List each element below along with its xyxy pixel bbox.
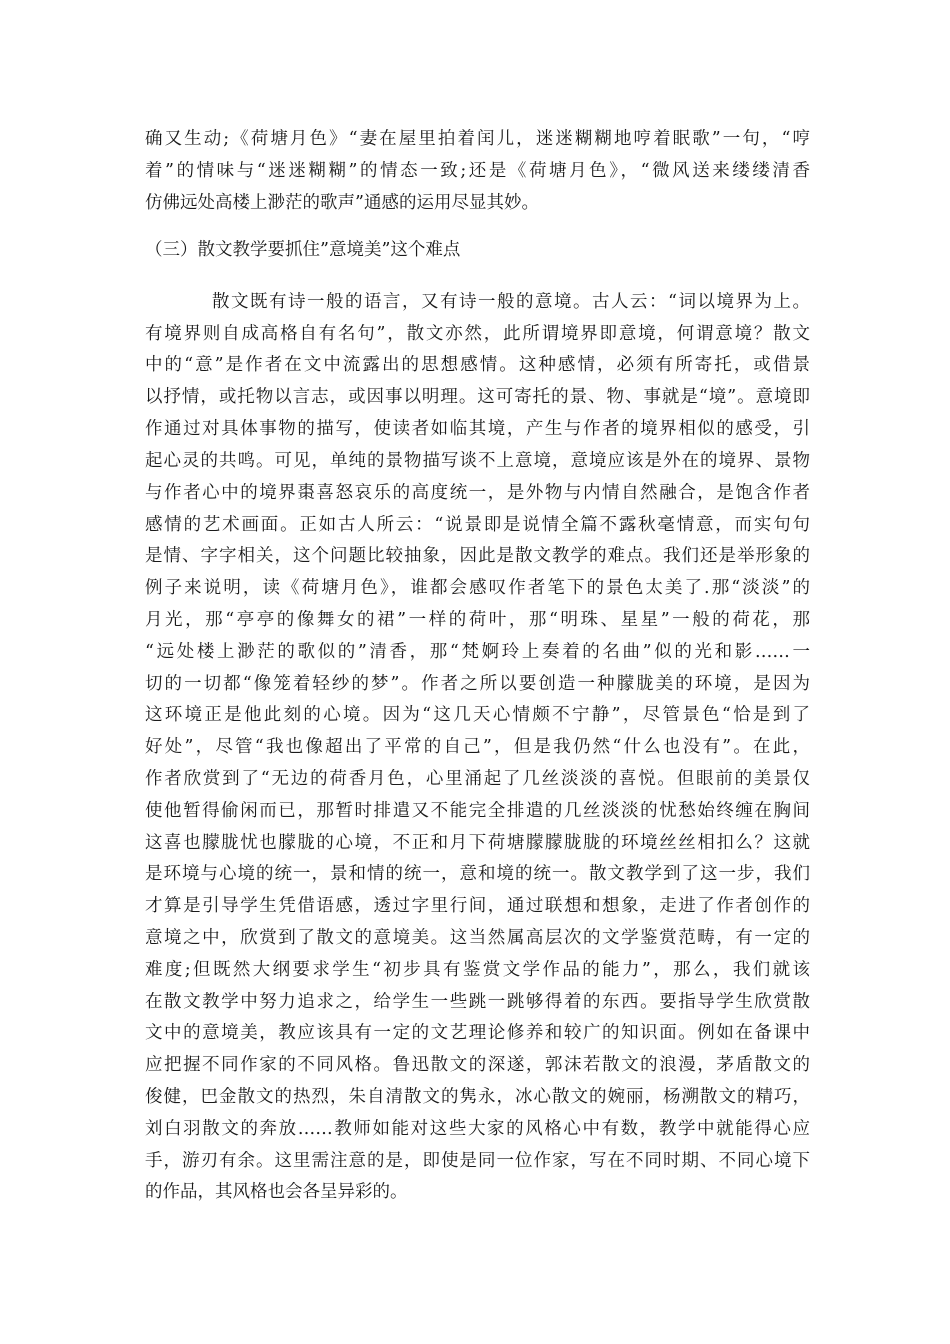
text-line: 好处”，尽管“我也像超出了平常的自己”，但是我仍然“什么也没有”。在此， xyxy=(145,737,810,757)
text-line: 以抒情，或托物以言志，或因事以明理。这可寄托的景、物、事就是“境”。意境即 xyxy=(145,387,810,407)
text-line: 应把握不同作家的不同风格。鲁迅散文的深遂，郭沫若散文的浪漫，茅盾散文的 xyxy=(145,1055,810,1075)
text-line: 刘白羽散文的奔放……教师如能对这些大家的风格心中有数，教学中就能得心应 xyxy=(145,1119,810,1139)
text-line: 是情、字字相关，这个问题比较抽象，因此是散文教学的难点。我们还是举形象的 xyxy=(145,546,810,566)
text-line: 月光，那“亭亭的像舞女的裙”一样的荷叶，那“明珠、星星”一般的荷花，那 xyxy=(145,610,810,630)
text-line: 切的一切都“像笼着轻纱的梦”。作者之所以要创造一种朦胧美的环境，是因为 xyxy=(145,674,810,694)
section-heading: （三）散文教学要抓住”意境美”这个难点 xyxy=(145,240,461,260)
text-line: 的作品，其风格也会各呈异彩的。 xyxy=(145,1182,408,1202)
text-line: 这喜也朦胧忧也朦胧的心境，不正和月下荷塘朦朦胧胧的环境丝丝相扣么？这就 xyxy=(145,833,810,853)
text-line: 中的“意”是作者在文中流露出的思想感情。这种感情，必须有所寄托，或借景 xyxy=(145,355,810,375)
text-line: 俊健，巴金散文的热烈，朱自清散文的隽永，冰心散文的婉丽，杨溯散文的精巧， xyxy=(145,1087,810,1107)
text-line: 作者欣赏到了“无边的荷香月色，心里涌起了几丝淡淡的喜悦。但眼前的美景仅 xyxy=(145,769,810,789)
text-line: 在散文教学中努力追求之，给学生一些跳一跳够得着的东西。要指导学生欣赏散 xyxy=(145,992,810,1012)
text-line: 意境之中，欣赏到了散文的意境美。这当然属高层次的文学鉴赏范畴，有一定的 xyxy=(145,928,810,948)
text-line: 散文既有诗一般的语言，又有诗一般的意境。古人云：“词以境界为上。 xyxy=(212,292,810,312)
text-line: 着”的情味与“迷迷糊糊”的情态一致;还是《荷塘月色》，“微风送来缕缕清香 xyxy=(145,161,810,181)
text-line: 文中的意境美，教应该具有一定的文艺理论修养和较广的知识面。例如在备课中 xyxy=(145,1023,810,1043)
text-line: 使他暂得偷闲而已，那暂时排遣又不能完全排遣的几丝淡淡的忧愁始终缠在胸间 xyxy=(145,801,810,821)
text-line: 难度;但既然大纲要求学生“初步具有鉴赏文学作品的能力”，那么，我们就该 xyxy=(145,960,810,980)
text-line: 仿佛远处高楼上渺茫的歌声”通感的运用尽显其妙。 xyxy=(145,193,539,213)
text-line: 手，游刃有余。这里需注意的是，即使是同一位作家，写在不同时期、不同心境下 xyxy=(145,1151,810,1171)
text-line: 确又生动;《荷塘月色》“妻在屋里拍着闰儿，迷迷糊糊地哼着眠歌”一句，“哼 xyxy=(145,129,810,149)
text-line: 有境界则自成高格自有名句”，散文亦然，此所谓境界即意境，何谓意境？散文 xyxy=(145,324,810,344)
text-line: 这环境正是他此刻的心境。因为“这几天心情颇不宁静”，尽管景色“恰是到了 xyxy=(145,705,810,725)
text-line: 感情的艺术画面。正如古人所云：“说景即是说情全篇不露秋毫情意，而实句句 xyxy=(145,515,810,535)
text-line: 例子来说明，读《荷塘月色》，谁都会感叹作者笔下的景色太美了.那“淡淡”的 xyxy=(145,578,810,598)
text-line: 作通过对具体事物的描写，使读者如临其境，产生与作者的境界相似的感受，引 xyxy=(145,419,810,439)
text-line: 是环境与心境的统一，景和情的统一，意和境的统一。散文教学到了这一步，我们 xyxy=(145,864,810,884)
text-line: 才算是引导学生凭借语感，透过字里行间，通过联想和想象，走进了作者创作的 xyxy=(145,896,810,916)
text-line: 与作者心中的境界棗喜怒哀乐的高度统一，是外物与内情自然融合，是饱含作者 xyxy=(145,483,810,503)
text-line: 起心灵的共鸣。可见，单纯的景物描写谈不上意境，意境应该是外在的境界、景物 xyxy=(145,451,810,471)
text-line: “远处楼上渺茫的歌似的”清香，那“梵婀玲上奏着的名曲”似的光和影……一 xyxy=(145,642,810,662)
